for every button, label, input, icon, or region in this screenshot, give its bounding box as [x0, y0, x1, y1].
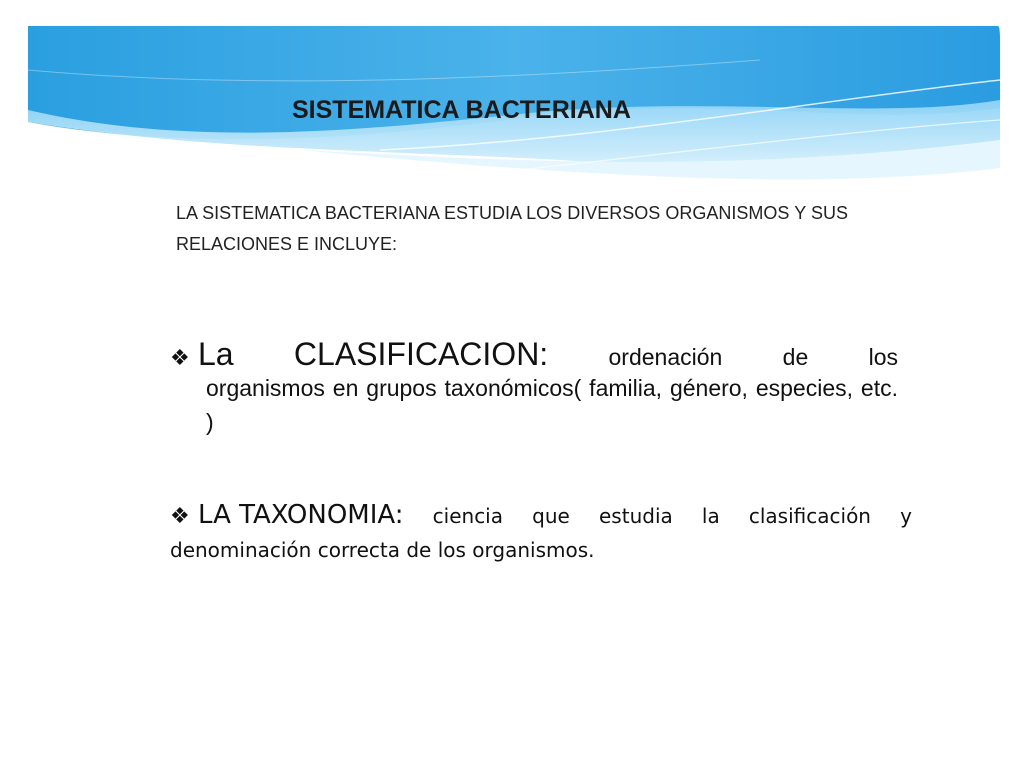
- bullet-taxonomia: [170, 500, 912, 568]
- bullet-first-line: [170, 500, 912, 530]
- bullet-term: CLASIFICACION:: [293, 336, 549, 372]
- bullet-word: ciencia: [432, 504, 503, 528]
- bullet-term: LA TAXONOMIA:: [198, 500, 404, 530]
- bullet-word: los: [868, 344, 898, 370]
- bullet-word: que: [532, 504, 570, 528]
- diamond-bullet-icon: ❖: [170, 345, 190, 370]
- bullet-word: la: [701, 504, 720, 528]
- bullet-continuation: organismos en grupos taxonómicos( familia, género, especies, etc. ): [206, 375, 898, 435]
- bullet-clasificacion: [170, 336, 898, 439]
- bullet-word: de: [782, 344, 809, 370]
- slide-title: SISTEMATICA BACTERIANA: [292, 96, 631, 124]
- bullet-word: La: [198, 336, 234, 372]
- bullet-word: y: [900, 504, 912, 528]
- bullet-word: ordenación: [608, 344, 723, 370]
- bullet-word: clasificación: [748, 504, 871, 528]
- bullet-first-line: [170, 336, 898, 373]
- diamond-bullet-icon: ❖: [170, 504, 190, 529]
- bullet-continuation: denominación correcta de los organismos.: [170, 538, 595, 562]
- intro-text: LA SISTEMATICA BACTERIANA ESTUDIA LOS DIVERSOS ORGANISMOS Y SUS RELACIONES E INCLUYE:: [176, 203, 848, 254]
- bullet-word: estudia: [599, 504, 673, 528]
